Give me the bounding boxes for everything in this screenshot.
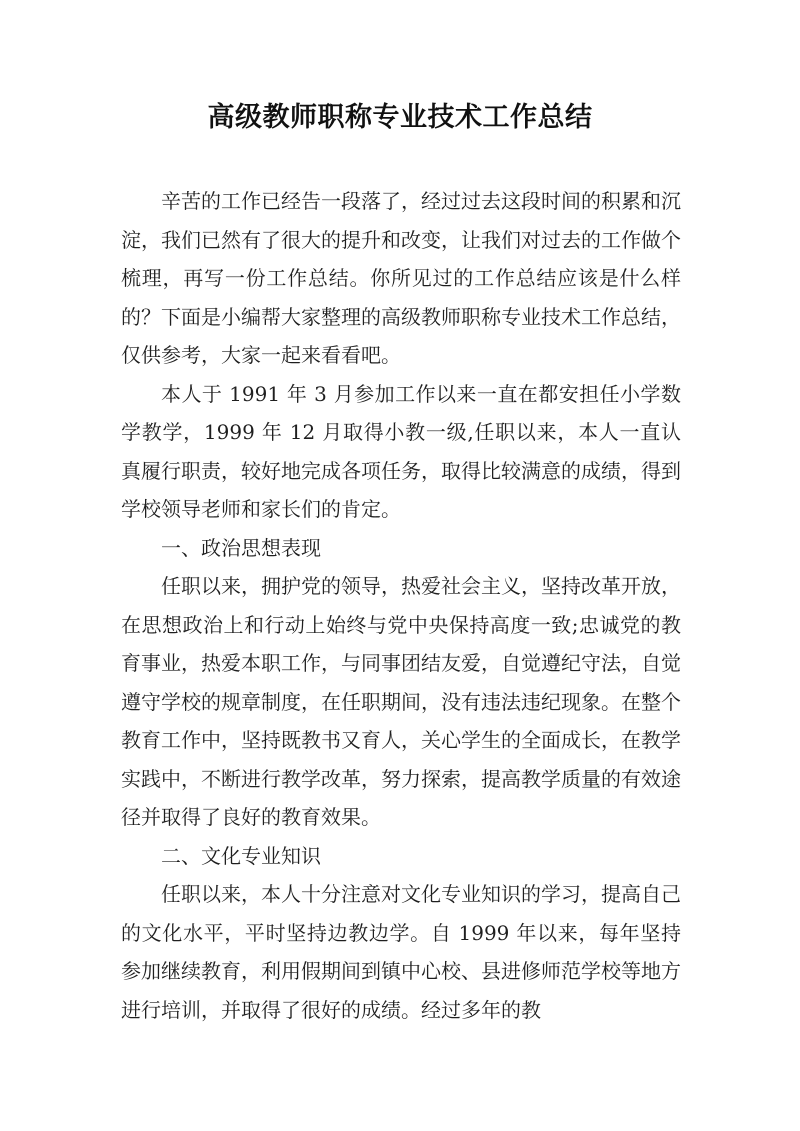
paragraph-intro: 辛苦的工作已经告一段落了，经过过去这段时间的积累和沉淀，我们已然有了很大的提升和改变，让我们对过去的工作做个梳理，再写一份工作总结。你所见过的工作总结应该是什么样的？下面是小编帮大家整理的高级教师职称专业技术工作总结，仅供参考，大家一起来看看吧。 [121, 189, 681, 367]
paragraph-knowledge: 任职以来，本人十分注意对文化专业知识的学习，提高自己的文化水平，平时坚持边教边学。自 1999 年以来，每年坚持参加继续教育，利用假期间到镇中心校、县进修师范学校等地方进行培训，并取得了很好的成绩。经过多年的教 [121, 882, 681, 1022]
section-heading-political: 一、政治思想表现 [161, 535, 321, 560]
document-title: 高级教师职称专业技术工作总结 [207, 102, 593, 133]
document-body [121, 182, 681, 1029]
paragraph-political: 任职以来，拥护党的领导，热爱社会主义，坚持改革开放，在思想政治上和行动上始终与党中央保持高度一致;忠诚党的教育事业，热爱本职工作，与同事团结友爱，自觉遵纪守法，自觉遵守学校的规章制度，在任职期间，没有违法违纪现象。在整个教育工作中，坚持既教书又育人，关心学生的全面成长，在教学实践中，不断进行教学改革，努力探索，提高教学质量的有效途径并取得了良好的教育效果。 [121, 574, 681, 829]
paragraph-background: 本人于 1991 年 3 月参加工作以来一直在都安担任小学数学教学，1999 年 12 月取得小教一级,任职以来，本人一直认真履行职责，较好地完成各项任务，取得比较满意的成绩，得到学校领导老师和家长们的肯定。 [121, 381, 681, 521]
section-heading-knowledge: 二、文化专业知识 [161, 843, 321, 868]
